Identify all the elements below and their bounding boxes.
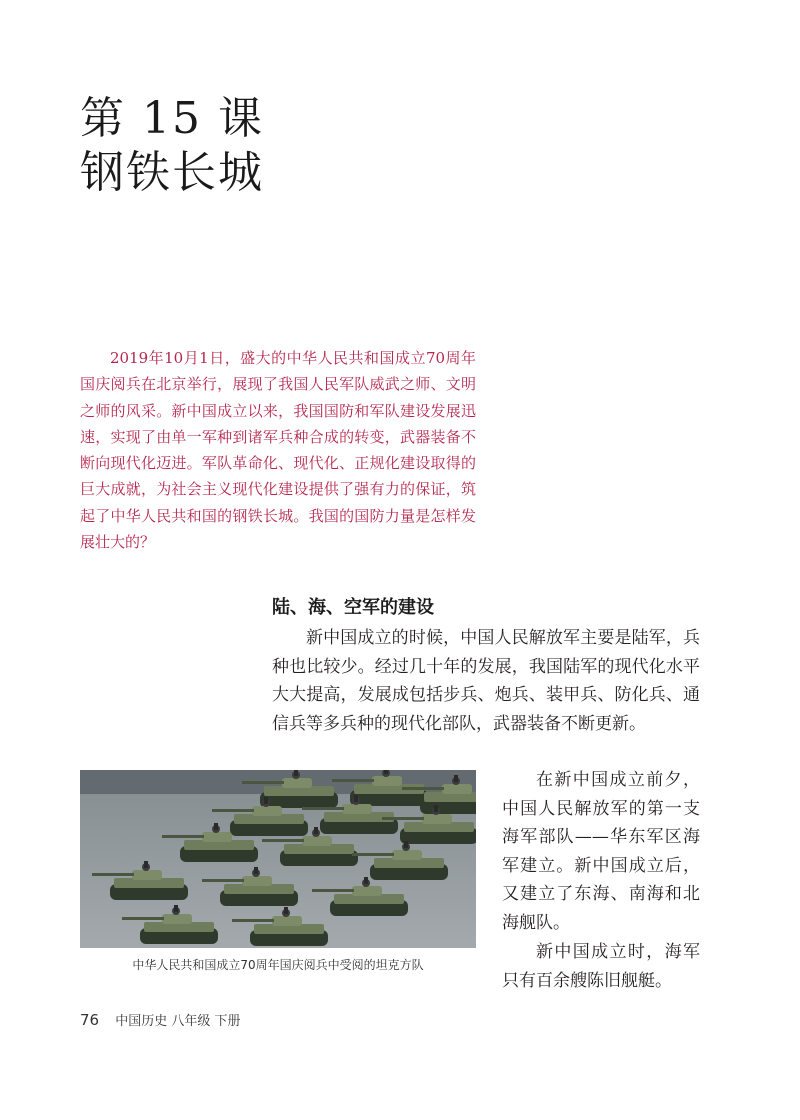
intro-paragraph: 2019年10月1日，盛大的中华人民共和国成立70周年国庆阅兵在北京举行，展现了我国人民军队威武之师、文明之师的风采。新中国成立以来，我国国防和军队建设发展迅速，实现了由单一军种到诸军兵种合成的转变，武器装备不断向现代化迈进。军队革命化、现代化、正规化建设取得的巨大成就，为社会主义现代化建设提供了强有力的保证，筑起了中华人民共和国的钢铁长城。我国的国防力量是怎样发展壮大的？ xyxy=(80,349,476,552)
body-paragraph-army: 新中国成立的时候，中国人民解放军主要是陆军，兵种也比较少。经过几十年的发展，我国陆军的现代化水平大大提高，发展成包括步兵、炮兵、装甲兵、防化兵、通信兵等多兵种的现代化部队，武器装备不断更新。 xyxy=(272,628,700,734)
page-number: 76 xyxy=(80,1011,100,1029)
body-paragraph-navy-ships: 新中国成立时，海军只有百余艘陈旧舰艇。 xyxy=(502,942,700,991)
tank-formation-illustration xyxy=(80,770,476,948)
figure-caption: 中华人民共和国成立70周年国庆阅兵中受阅的坦克方队 xyxy=(132,958,424,972)
lesson-name: 钢铁长城 xyxy=(80,147,264,198)
lesson-number: 第 15 课 xyxy=(80,93,264,144)
section-heading: 陆、海、空军的建设 xyxy=(272,597,434,618)
tank-parade-photo xyxy=(80,770,476,948)
lesson-title xyxy=(80,92,264,200)
page-footer xyxy=(80,1010,241,1029)
body-paragraph-navy: 在新中国成立前夕，中国人民解放军的第一支海军部队——华东军区海军建立。新中国成立后，又建立了东海、南海和北海舰队。 xyxy=(502,770,700,933)
book-title: 中国历史 八年级 下册 xyxy=(115,1014,241,1029)
